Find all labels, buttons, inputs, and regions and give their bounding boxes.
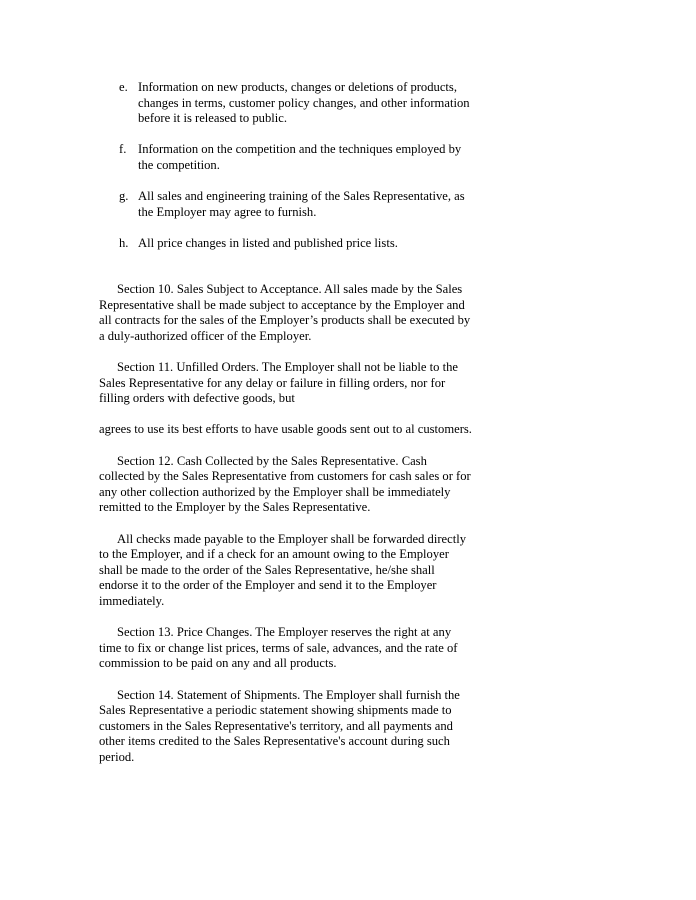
list-item-marker: f. xyxy=(119,142,127,157)
list-item-marker: g. xyxy=(119,189,129,204)
section-14-paragraph: Section 14. Statement of Shipments. The Employer shall furnish the Sales Representative a periodic statement showing shipments made to customers in the Sales Representative's territory, and all payments and other items credited to the Sales Representative's account during such period. xyxy=(99,687,460,764)
list-item-text: All sales and engineering training of the Sales Representative, as the Employer may agree to furnish. xyxy=(138,189,465,219)
section-10-paragraph: Section 10. Sales Subject to Acceptance. All sales made by the Sales Representative shall be made subject to acceptance by the Employer and all contracts for the sales of the Employer’s products shall be executed by a duly-authorized officer of the Employer. xyxy=(99,282,471,343)
section-12-checks-paragraph: All checks made payable to the Employer shall be forwarded directly to the Employer, and if a check for an amount owing to the Employer shall be made to the order of the Sales Representative, he/she shall endorse it to the order of the Employer and send it to the Employer immediately. xyxy=(99,531,466,608)
list-item-text: All price changes in listed and published price lists. xyxy=(138,235,398,250)
list-item xyxy=(99,189,474,220)
section-11-continuation-paragraph: agrees to use its best efforts to have usable goods sent out to al customers. xyxy=(99,422,472,437)
list-item xyxy=(99,142,474,173)
section-spacer xyxy=(99,267,474,282)
section-13-paragraph: Section 13. Price Changes. The Employer reserves the right at any time to fix or change list prices, terms of sale, advances, and the rate of commission to be paid on any and all products. xyxy=(99,625,458,671)
list-item-text: Information on new products, changes or deletions of products, changes in terms, customer policy changes, and other information before it is released to public. xyxy=(138,80,470,126)
list-item-marker: e. xyxy=(119,80,128,94)
list-item-marker: h. xyxy=(119,235,129,250)
list-item xyxy=(99,236,474,252)
list-item-text: Information on the competition and the techniques employed by the competition. xyxy=(138,142,462,172)
document-body xyxy=(99,80,474,781)
section-11-paragraph: Section 11. Unfilled Orders. The Employer shall not be liable to the Sales Representative for any delay or failure in filling orders, nor for filling orders with defective goods, but xyxy=(99,360,459,406)
list-item xyxy=(99,80,474,127)
section-12-paragraph: Section 12. Cash Collected by the Sales Representative. Cash collected by the Sales Representative from customers for cash sales or for any other collection authorized by the Employer shall be immediately remitted to the Employer by the Sales Representative. xyxy=(99,453,471,515)
